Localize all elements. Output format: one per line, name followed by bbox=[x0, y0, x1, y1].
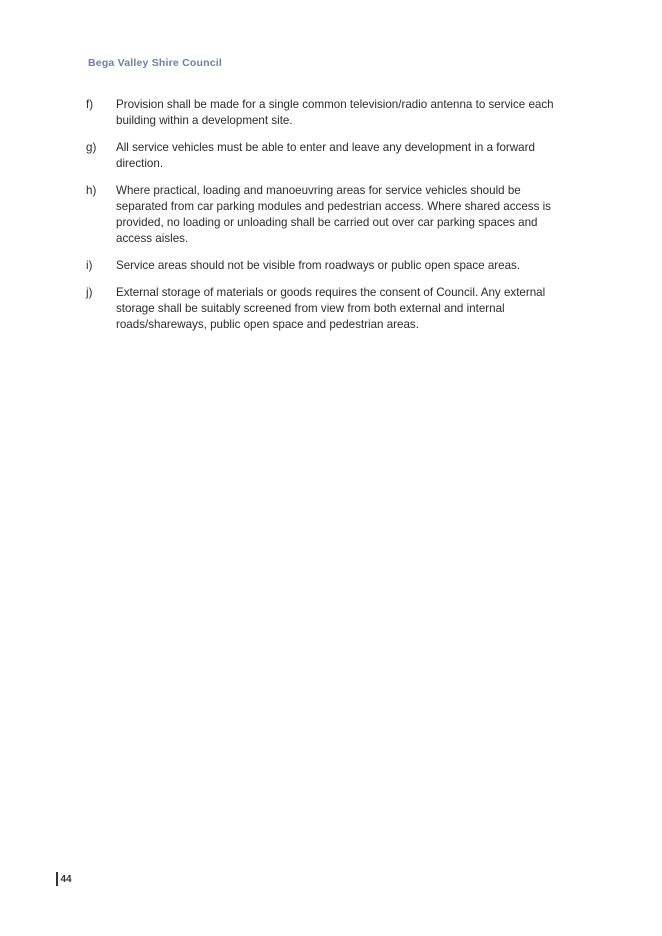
document-header: Bega Valley Shire Council bbox=[88, 57, 222, 69]
list-item bbox=[86, 258, 566, 274]
list-item bbox=[86, 285, 566, 334]
footer-divider bbox=[56, 872, 58, 886]
page-footer bbox=[56, 872, 72, 886]
list-marker: i) bbox=[86, 259, 93, 273]
page-number: 44 bbox=[60, 873, 72, 885]
list-item-text: Provision shall be made for a single common television/radio antenna to service each building within a development site. bbox=[116, 98, 554, 128]
list-item-text: All service vehicles must be able to enter and leave any development in a forward direction. bbox=[116, 140, 535, 171]
list-marker: h) bbox=[86, 183, 97, 197]
list-item bbox=[86, 97, 566, 129]
list-item bbox=[86, 140, 566, 172]
requirements-list bbox=[86, 97, 566, 344]
list-item-text: Where practical, loading and manoeuvring areas for service vehicles should be separated from car parking modules and pedestrian access. Where shared access is provided, no loading or unloading shall be carried out over car parking spaces and access aisles. bbox=[116, 183, 551, 246]
list-marker: g) bbox=[86, 140, 97, 154]
list-marker: f) bbox=[86, 98, 94, 111]
list-marker: j) bbox=[86, 285, 93, 299]
list-item-text: Service areas should not be visible from roadways or public open space areas. bbox=[116, 259, 521, 273]
list-item-text: External storage of materials or goods requires the consent of Council. Any external storage shall be suitably screened from view from both external and internal roads/shareways, public open space and pedestrian areas. bbox=[116, 285, 546, 332]
list-item bbox=[86, 183, 566, 248]
